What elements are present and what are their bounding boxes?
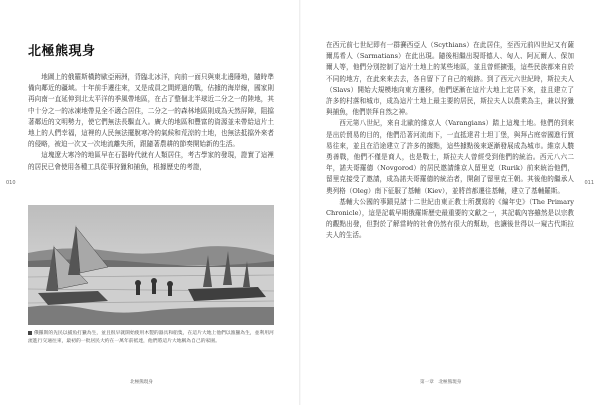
left-page-number: 010 xyxy=(6,180,16,186)
illustration-caption xyxy=(28,330,274,345)
historical-engraving-illustration xyxy=(28,205,274,325)
left-running-footer: 北極熊現身 xyxy=(130,380,153,385)
right-paragraph-3: 基輔大公國的事蹟見諸十二世紀由東正教士所撰寫的《編年史》（The Primary Chronicle），這是記載早期俄羅斯歷史最重要的文獻之一，其記載內容雖然是以宗教的觀點出發，但對於了解當時的社會仍然有很大的幫助，也讓後世得以一窺古代斯拉夫人的生活。 xyxy=(326,197,574,240)
right-running-footer: 第一章 北極熊現身 xyxy=(420,380,462,385)
caption-text: 俄羅斯的先民以捕魚打獵為生，並且很早就開始使用木製的器具和船隻，在這片大地上他們以漁獵為生，並利用河流進行交通往來，最初的一批居民大約在一萬年前抵達，他們將這片大地稱為自己的家園。 xyxy=(28,331,274,344)
left-paragraph-1: 地圖上的俄羅斯橫跨歐亞兩洲，背臨北冰洋，向前一面只與東北邊陲地，隨時準備向鄰近的疆域。十年前手遷往來，又是成員之間經過的戰，佔據的海岸線，國家則再向南一直延伸到北太平洋的季風帶地區，在占了整個北半球近二分之一的陸地，其中十分之一的冰凍地帶見全不適合居住，二分之一的森林地區則成為天然屏障，阻擋著鄰近的文明勢力，使它們無法長驅直入。廣大的地區和豐富的資源並未帶給這片土地上的人們幸福，這裡的人民無法擺脫寒冷的氣候和荒涼的土地，也無法抵擋外來者的侵略，被迫一次又一次地流離失所，跟隨著農耕的節奏開始新的生活。 xyxy=(28,73,274,149)
caption-bullet-icon xyxy=(28,331,32,335)
right-page-number: 011 xyxy=(584,180,594,186)
left-body-text xyxy=(28,72,274,173)
left-page xyxy=(0,0,299,405)
right-paragraph-1: 在西元前七世紀即有一群賽西亞人（Scythians）在此居住，至西元前四世紀又有薩爾馬希人（Sarmatians）在此出現。隨後相繼出現哥德人、匈人、阿瓦爾人、保加爾人等，他們分別控制了這片土地上的某些地區，並且曾經擴張，這些民族都來自於不同的地方，在此來來去去，各自留下了自己的痕跡。到了西元六世紀時，斯拉夫人（Slavs）開始大規模地向東方遷移，他們逐漸在這片大地上定居下來，並且建立了許多的村落和城市，成為這片土地上最主要的居民，斯拉夫人以農業為主，兼以狩獵與捕魚，他們崇拜自然之神。 xyxy=(326,41,574,117)
chapter-section-title: 北極熊現身 xyxy=(28,44,96,59)
right-body-text xyxy=(326,40,574,242)
engraving-drawing xyxy=(28,205,274,325)
left-paragraph-2: 這塊遼大寒冷的地區早在石器時代就有人類居住，考古學家的發現，證實了這裡的居民已會使用各種工具從事狩獵和捕魚，根據歷史的考證， xyxy=(28,151,274,171)
right-paragraph-2: 西元第八世紀，來自北歐的維京人（Varangians）踏上這塊土地。他們的到來是出於貿易的目的，他們沿著河流南下，一直抵達君士坦丁堡，與拜占庭帝國進行貿易往來，並且在沿途建立了許多的據點，這些據點後來逐漸發展成為城市。維京人驍勇善戰，他們不僅是商人，也是戰士，斯拉夫人曾經受到他們的統治。西元八六二年，諾夫哥羅德（Novgorod）的居民邀請維京人留里克（Rurik）前來統治他們，留里克接受了邀請，成為諾夫哥羅德的統治者，開創了留里克王朝。其後他的繼承人奧列格（Oleg）南下征服了基輔（Kiev），並將首都遷往基輔，建立了基輔羅斯。 xyxy=(326,119,574,195)
